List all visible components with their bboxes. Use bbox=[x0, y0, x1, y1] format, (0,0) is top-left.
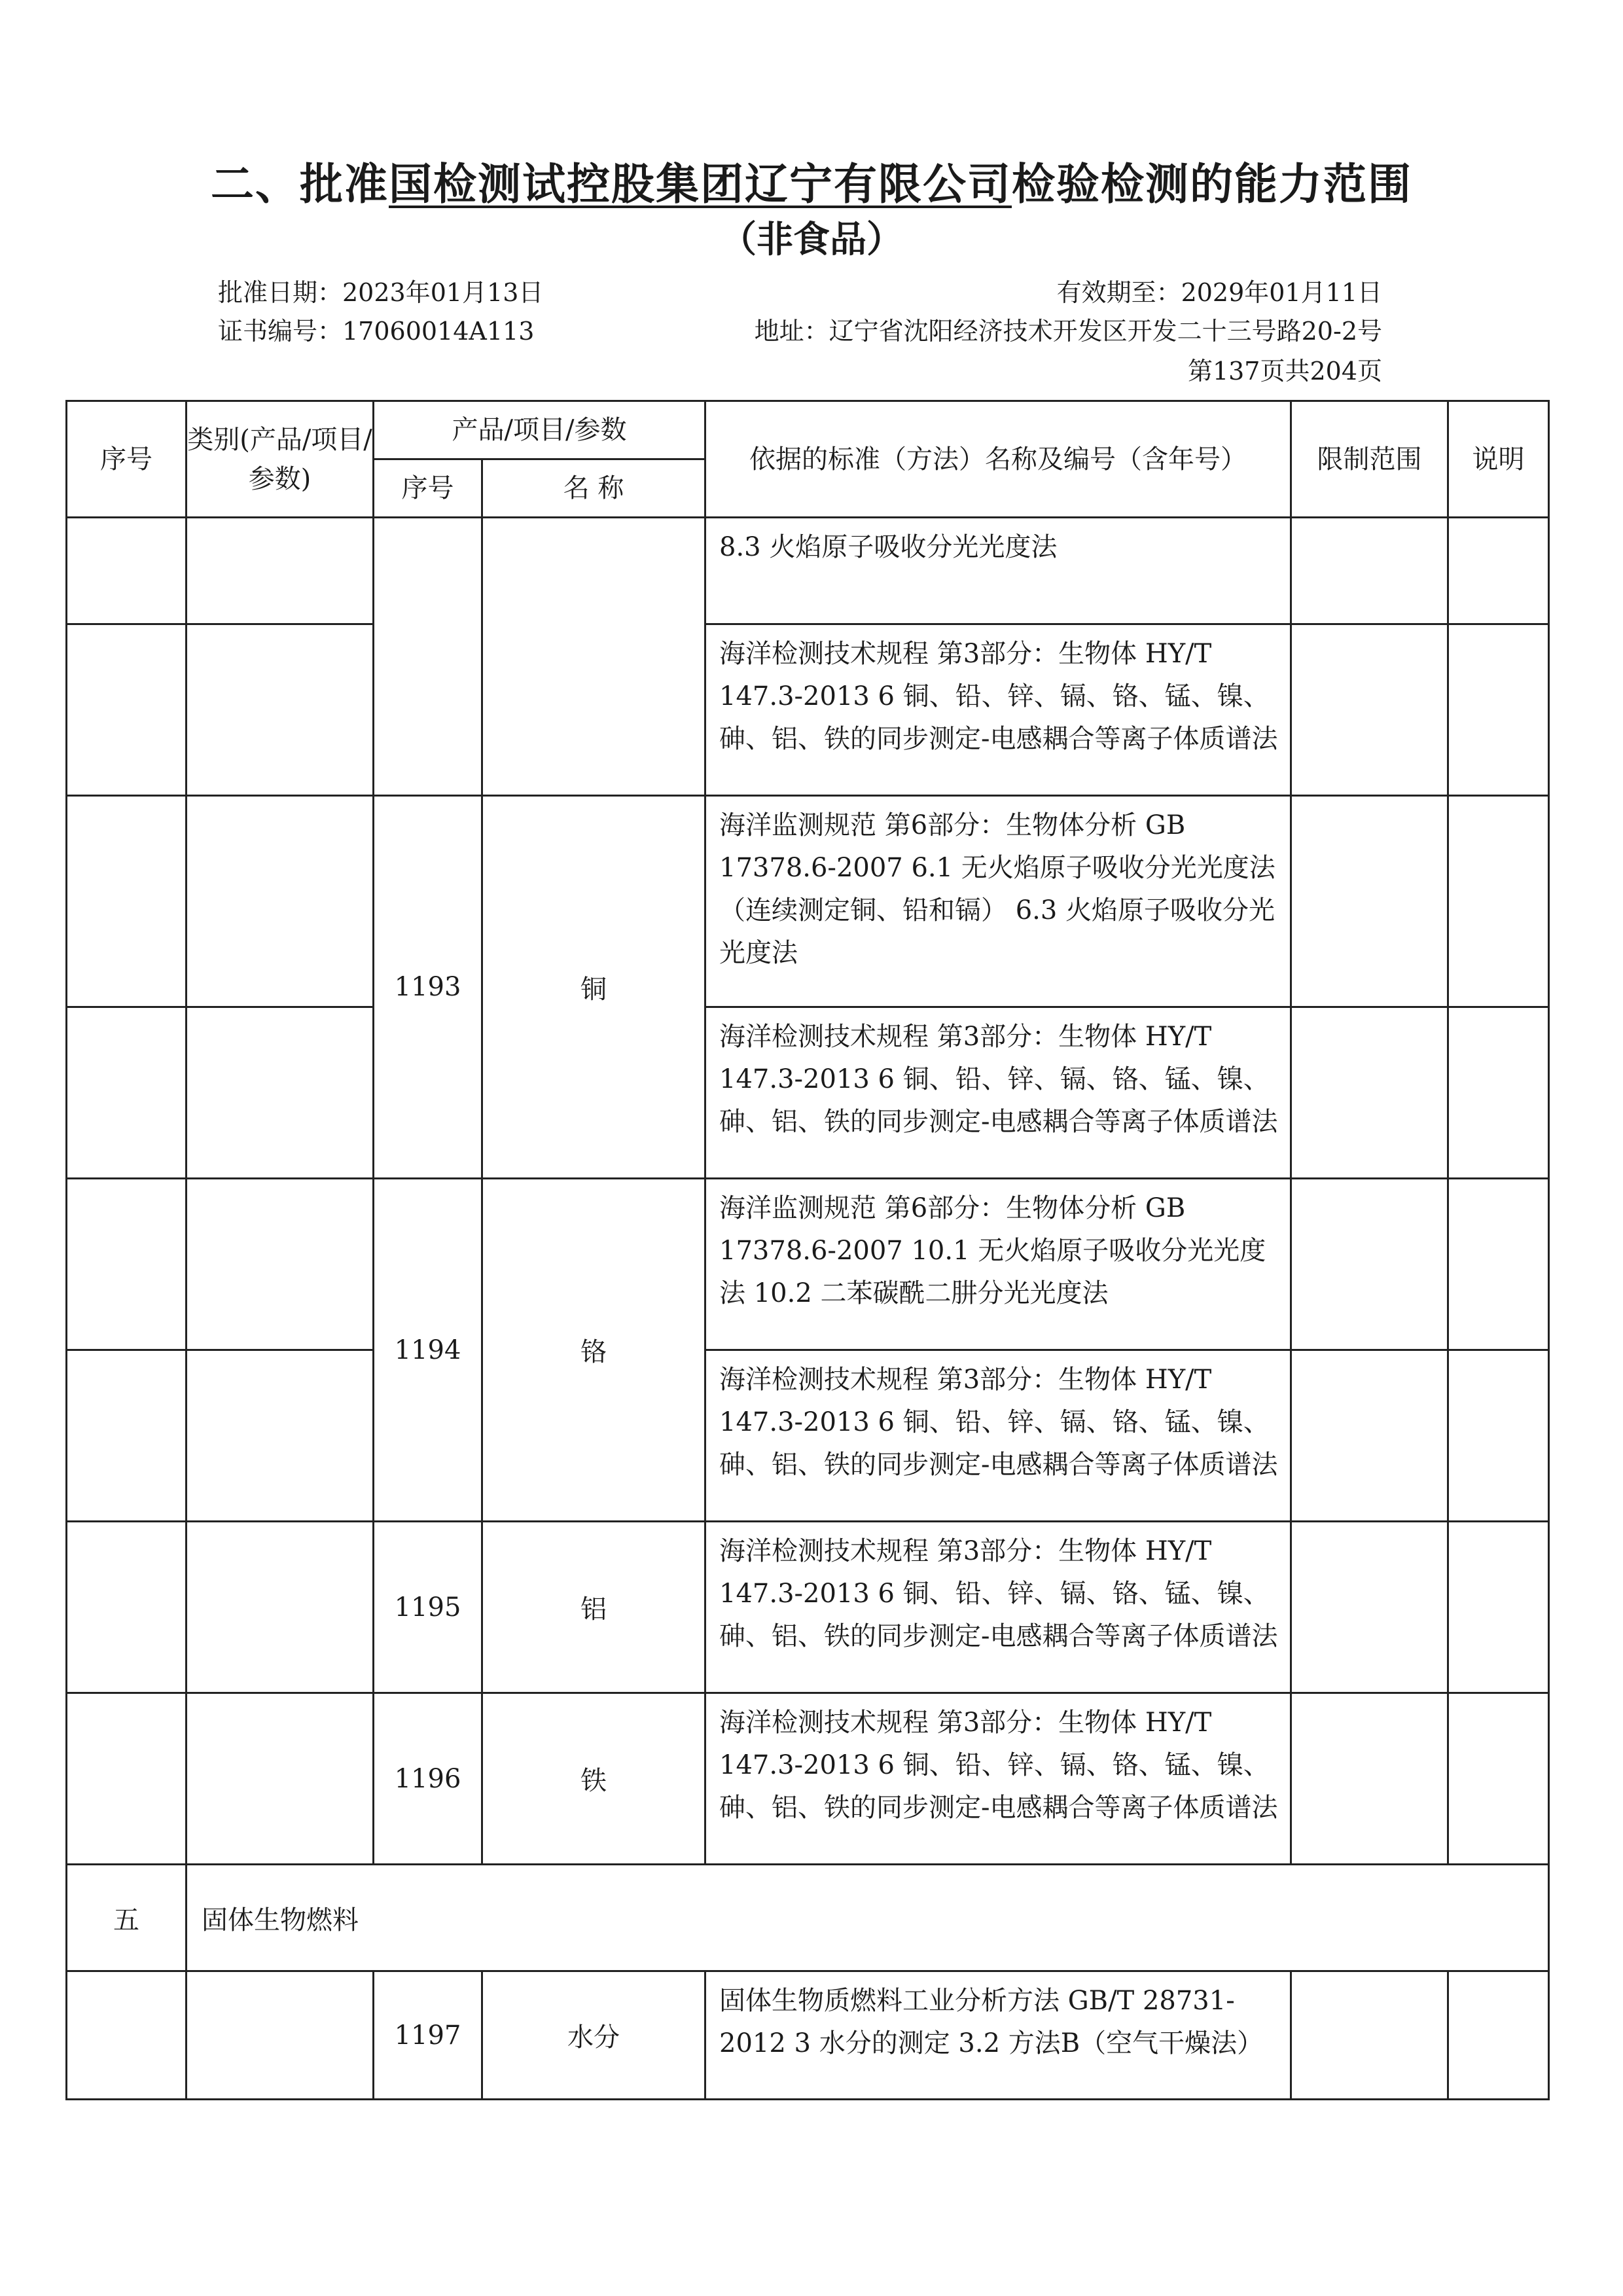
standard-cell: 海洋检测技术规程 第3部分：生物体 HY/T 147.3-2013 6 铜、铅、锌、镉、铬、锰、镍、砷、铝、铁的同步测定-电感耦合等离子体质谱法 bbox=[705, 624, 1291, 796]
standard-cell: 海洋监测规范 第6部分：生物体分析 GB 17378.6-2007 10.1 无火焰原子吸收分光光度法 10.2 二苯碳酰二肼分光光度法 bbox=[705, 1179, 1291, 1350]
item-number: 1195 bbox=[374, 1522, 482, 1693]
standard-cell: 海洋检测技术规程 第3部分：生物体 HY/T 147.3-2013 6 铜、铅、锌、镉、铬、锰、镍、砷、铝、铁的同步测定-电感耦合等离子体质谱法 bbox=[705, 1007, 1291, 1179]
table-row bbox=[67, 1522, 1549, 1693]
section-row bbox=[67, 1865, 1549, 1971]
col-limit-header: 限制范围 bbox=[1291, 401, 1448, 518]
item-number: 1193 bbox=[374, 796, 482, 1179]
page-subtitle: （非食品） bbox=[720, 219, 903, 261]
cert-number: 证书编号：17060014A113 bbox=[218, 317, 535, 346]
table-row bbox=[67, 1693, 1549, 1865]
item-number: 1196 bbox=[374, 1693, 482, 1865]
section-number: 五 bbox=[67, 1865, 187, 1971]
item-name: 铁 bbox=[482, 1693, 705, 1865]
col-seq-header: 序号 bbox=[67, 401, 187, 518]
col-sub-seq-header: 序号 bbox=[374, 459, 482, 518]
standard-cell: 海洋检测技术规程 第3部分：生物体 HY/T 147.3-2013 6 铜、铅、锌、镉、铬、锰、镍、砷、铝、铁的同步测定-电感耦合等离子体质谱法 bbox=[705, 1350, 1291, 1522]
page-title: 二、批准国检测试控股集团辽宁有限公司检验检测的能力范围 bbox=[211, 159, 1412, 209]
col-product-header: 产品/项目/参数 bbox=[374, 401, 705, 459]
table-row bbox=[67, 1007, 1549, 1179]
col-note-header: 说明 bbox=[1448, 401, 1549, 518]
item-name: 水分 bbox=[482, 1971, 705, 2100]
table-row bbox=[67, 1179, 1549, 1350]
item-number: 1197 bbox=[374, 1971, 482, 2100]
item-name: 铜 bbox=[482, 796, 705, 1179]
approval-date: 批准日期：2023年01月13日 bbox=[218, 278, 544, 307]
section-name: 固体生物燃料 bbox=[187, 1865, 1549, 1971]
standard-cell: 8.3 火焰原子吸收分光光度法 bbox=[705, 518, 1291, 624]
table-row bbox=[67, 624, 1549, 796]
table-row bbox=[67, 796, 1549, 1007]
standard-cell: 固体生物质燃料工业分析方法 GB/T 28731-2012 3 水分的测定 3.2 方法B（空气干燥法） bbox=[705, 1971, 1291, 2100]
table-row bbox=[67, 518, 1549, 624]
standard-cell: 海洋检测技术规程 第3部分：生物体 HY/T 147.3-2013 6 铜、铅、锌、镉、铬、锰、镍、砷、铝、铁的同步测定-电感耦合等离子体质谱法 bbox=[705, 1693, 1291, 1865]
address: 地址：辽宁省沈阳经济技术开发区开发二十三号路20-2号 bbox=[754, 317, 1382, 346]
page-number: 第137页共204页 bbox=[1187, 357, 1382, 386]
item-name: 铬 bbox=[482, 1179, 705, 1522]
item-number: 1194 bbox=[374, 1179, 482, 1522]
table-row bbox=[67, 1350, 1549, 1522]
col-name-header: 名 称 bbox=[482, 459, 705, 518]
table-row bbox=[67, 1971, 1549, 2100]
capability-table bbox=[65, 400, 1550, 2100]
valid-until: 有效期至：2029年01月11日 bbox=[1056, 278, 1382, 307]
col-category-header: 类别(产品/项目/参数) bbox=[187, 401, 374, 518]
item-name: 铝 bbox=[482, 1522, 705, 1693]
col-standard-header: 依据的标准（方法）名称及编号（含年号） bbox=[705, 401, 1291, 518]
header-row bbox=[67, 401, 1549, 459]
standard-cell: 海洋检测技术规程 第3部分：生物体 HY/T 147.3-2013 6 铜、铅、锌、镉、铬、锰、镍、砷、铝、铁的同步测定-电感耦合等离子体质谱法 bbox=[705, 1522, 1291, 1693]
standard-cell: 海洋监测规范 第6部分：生物体分析 GB 17378.6-2007 6.1 无火焰原子吸收分光光度法（连续测定铜、铅和镉） 6.3 火焰原子吸收分光光度法 bbox=[705, 796, 1291, 1007]
